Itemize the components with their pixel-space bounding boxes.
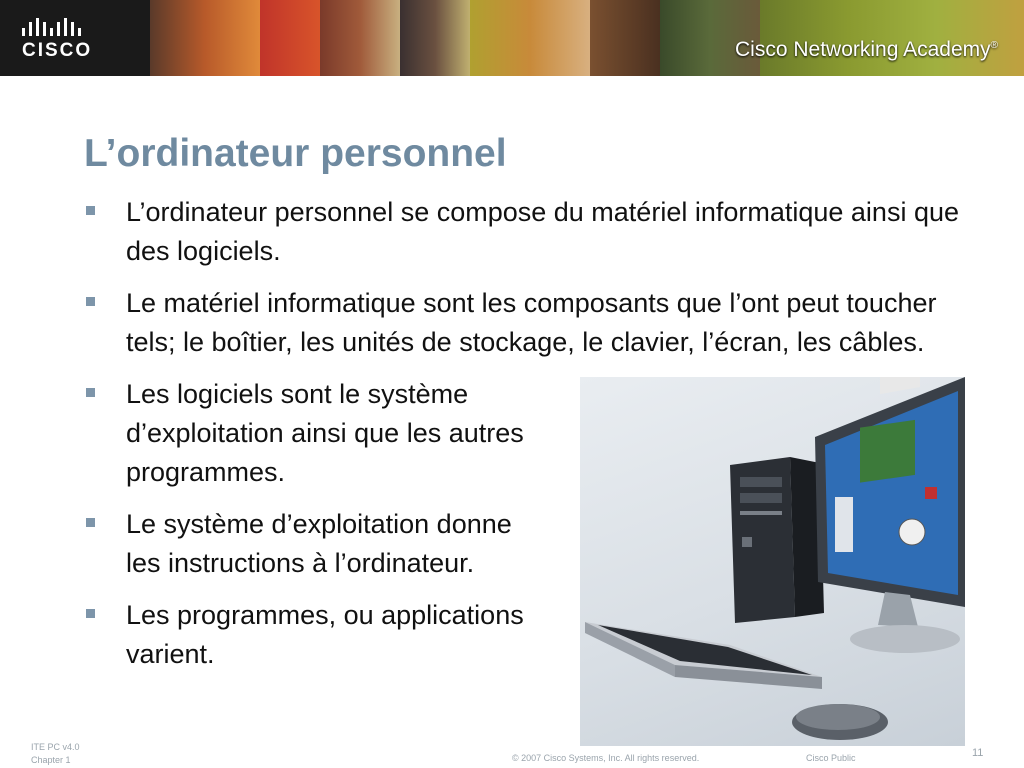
computer-photo [580,377,965,746]
header-banner [0,0,1024,76]
bullet-item [84,505,546,583]
banner-photo-strip [150,0,260,76]
bullet-marker-icon [86,206,95,215]
footer-chapter: Chapter 1 [31,755,71,765]
bullet-item [84,596,546,674]
footer-course: ITE PC v4.0 [31,742,80,752]
slide-title: L’ordinateur personnel [84,132,507,175]
banner-photo-strip [260,0,320,76]
bullet-item [84,284,976,362]
bullet-text: Les programmes, ou applications varient. [126,600,524,669]
footer-course-info [31,741,80,767]
desktop-computer-icon [580,377,965,746]
banner-photo-strip [470,0,590,76]
page-number: 11 [972,747,984,759]
academy-name: Cisco Networking Academy® [735,38,998,61]
bullet-marker-icon [86,518,95,527]
cisco-logo-text: CISCO [22,40,93,61]
bullet-marker-icon [86,297,95,306]
bullet-text: Les logiciels sont le système d’exploitation ainsi que les autres programmes. [126,379,524,487]
banner-photo-strip [400,0,470,76]
footer-copyright: © 2007 Cisco Systems, Inc. All rights reserved. [512,753,700,763]
bullet-marker-icon [86,609,95,618]
bullet-item [84,375,546,492]
bullet-text: Le matériel informatique sont les composants que l’ont peut toucher tels; le boîtier, les unités de stockage, le clavier, l’écran, les câbles. [126,288,937,357]
banner-photo-strip [320,0,400,76]
banner-photo-strip [590,0,660,76]
bullet-text: Le système d’exploitation donne les instructions à l’ordinateur. [126,509,512,578]
bullet-item [84,193,976,271]
bullet-marker-icon [86,388,95,397]
bullet-text: L’ordinateur personnel se compose du matériel informatique ainsi que des logiciels. [126,197,959,266]
footer-classification: Cisco Public [806,753,856,763]
